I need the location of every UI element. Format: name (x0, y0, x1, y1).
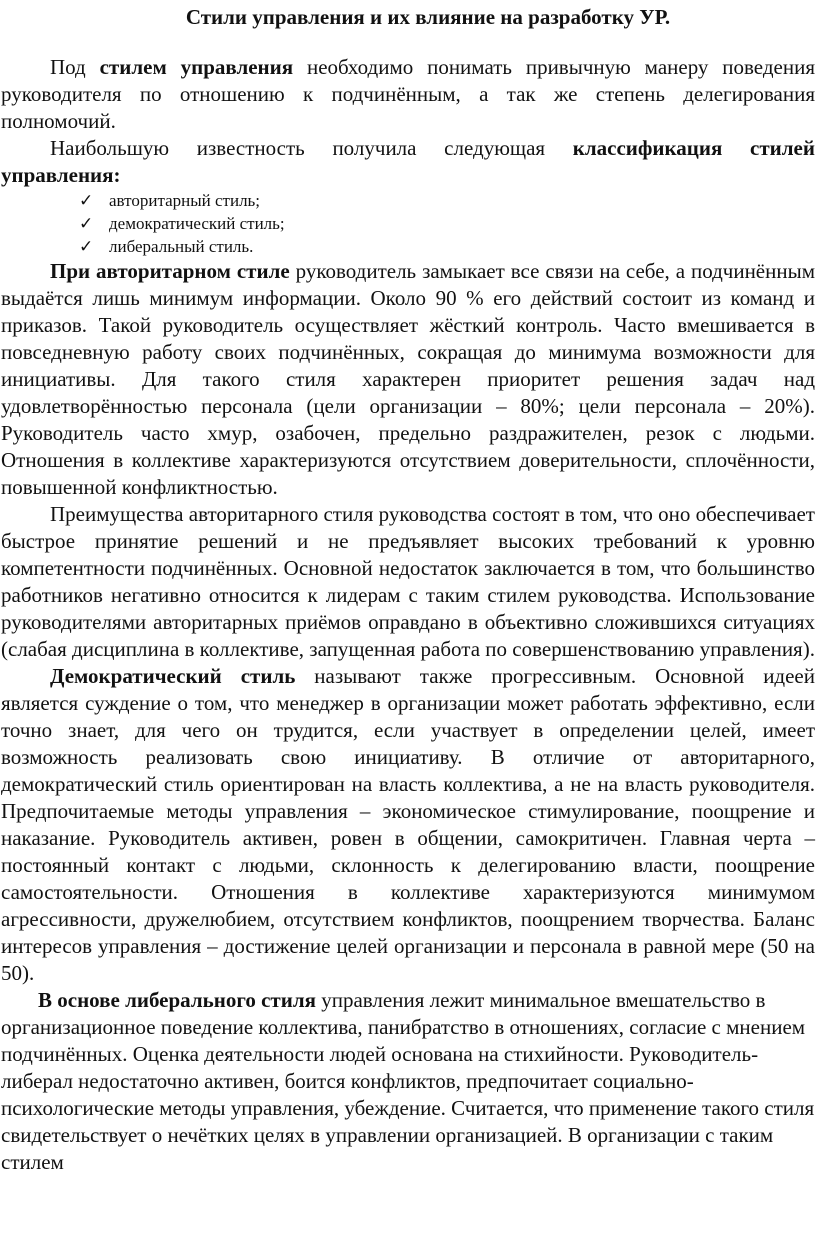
checkmark-icon: ✓ (79, 214, 94, 233)
paragraph-classification (1, 135, 815, 189)
text: Под (50, 55, 100, 79)
checkmark-icon: ✓ (79, 237, 94, 256)
paragraph-democratic (1, 663, 815, 987)
text: необходимо понимать привычную манеру поведения руководителя по отношению к подчинённым, а так же степень делегирования полномочий. (1, 55, 815, 133)
list-item (79, 235, 815, 258)
paragraph-definition (1, 54, 815, 135)
text: Наибольшую известность получила следующая (50, 136, 573, 160)
checkmark-icon: ✓ (79, 191, 94, 210)
text: управления лежит минимальное вмешательство в организационное поведение коллектива, панибратство в отношениях, согласие с мнением подчинённых. Оценка деятельности людей основана на стихийности. Руководитель-либерал недостаточно активен, боится конфликтов, предпочитает социально-психологические методы управления, убеждение. Считается, что применение такого стиля свидетельствует о нечётких целях в управлении организацией. В организации с таким стилем (1, 988, 815, 1174)
bold-term: классификация стилей управления: (1, 136, 815, 187)
bold-term: стилем управления (99, 55, 294, 79)
bold-term: При авторитарном стиле (50, 259, 290, 283)
paragraph-authoritarian (1, 258, 815, 501)
paragraph-advantages: Преимущества авторитарного стиля руководства состоят в том, что оно обеспечивает быстрое принятие решений и не предъявляет высоких требований к уровню компетентности подчинённых. Основной недостаток заключается в том, что большинство работников негативно относится к лидерам с таким стилем руководства. Использование руководителями авторитарных приёмов оправдано в объективно сложившихся ситуациях (слабая дисциплина в коллективе, запущенная работа по совершенствованию управления). (1, 502, 815, 661)
page-title: Стили управления и их влияние на разработку УР. (185, 5, 671, 29)
text: называют также прогрессивным. Основной идеей является суждение о том, что менеджер в организации может работать эффективно, если точно знает, для чего он трудится, если участвует в определении целей, имеет возможность реализовать свою инициативу. В отличие от авторитарного, демократический стиль ориентирован на власть коллектива, а не на власть руководителя. Предпочитаемые методы управления – экономическое стимулирование, поощрение и наказание. Руководитель активен, ровен в общении, самокритичен. Главная черта – постоянный контакт с людьми, склонность к делегированию власти, поощрение самостоятельности. Отношения в коллективе характеризуются минимумом агрессивности, дружелюбием, отсутствием конфликтов, поощрением творчества. Баланс интересов управления – достижение целей организации и персонала в равной мере (50 на 50). (1, 664, 815, 985)
list-item-label: демократический стиль; (109, 214, 285, 233)
list-item-label: либеральный стиль. (109, 237, 254, 256)
text: руководитель замыкает все связи на себе, а подчинённым выдаётся лишь минимум информации. Около 90 % его действий состоит из команд и приказов. Такой руководитель осуществляет жёсткий контроль. Часто вмешивается в повседневную работу своих подчинённых, сокращая до минимума возможности для инициативы. Для такого стиля характерен приоритет решения задач над удовлетворённостью персонала (цели организации – 80%; цели персонала – 20%). Руководитель часто хмур, озабочен, предельно раздражителен, резок с людьми. Отношения в коллективе характеризуются отсутствием доверительности, сплочённости, повышенной конфликтностью. (1, 259, 816, 499)
list-item (79, 212, 815, 235)
bold-term: В основе либерального стиля (38, 988, 316, 1012)
list-item (79, 189, 815, 212)
list-item-label: авторитарный стиль; (109, 191, 261, 210)
bold-term: Демократический стиль (50, 664, 296, 688)
paragraph-liberal (1, 987, 815, 1176)
styles-list (1, 189, 815, 258)
